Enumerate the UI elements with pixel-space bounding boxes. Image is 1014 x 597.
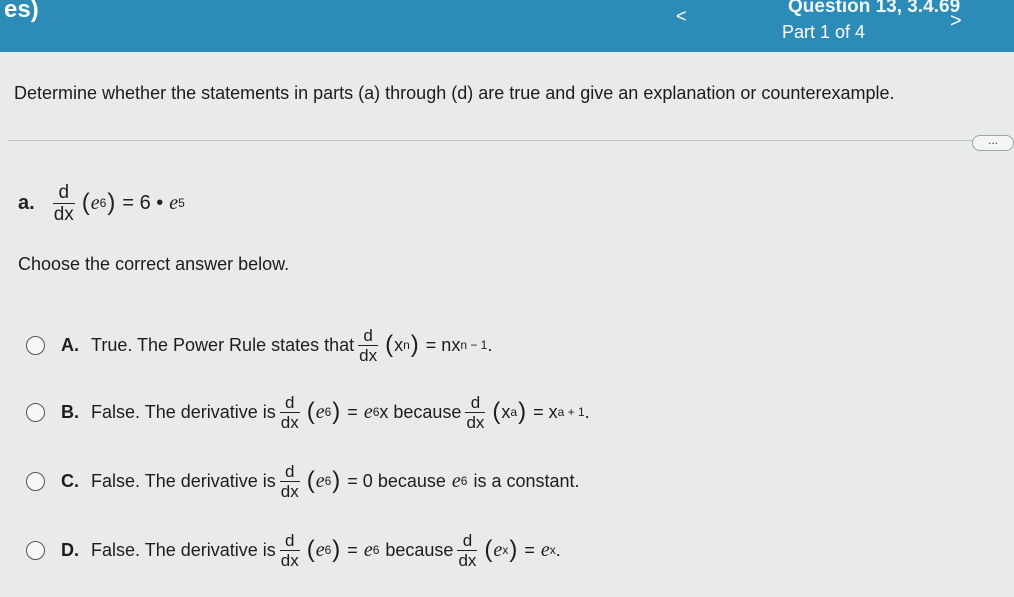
divider xyxy=(8,140,974,141)
option-b[interactable]: B. False. The derivative is $\frac{d}{dx}$ ( e 6 ) = e 6 x because $\frac{d}{dx}$ ( x a ) = x a + 1 . xyxy=(26,387,590,437)
radio-button-b[interactable] xyxy=(26,403,45,422)
question-title: Question 13, 3.4.69 xyxy=(788,0,961,17)
derivative-operator: $\frac{d}{dx}$ xyxy=(53,181,74,225)
derivative-operator: $\frac{d}{dx}$ xyxy=(458,530,477,570)
derivative-operator: $\frac{d}{dx}$ xyxy=(466,392,485,432)
radio-button-d[interactable] xyxy=(26,541,45,560)
option-d-letter: D. xyxy=(61,539,79,560)
option-c-text: False. The derivative is xyxy=(91,470,276,491)
more-button[interactable]: ... xyxy=(972,135,1014,151)
next-part-icon[interactable]: > xyxy=(950,10,962,32)
part-a-statement: a. $\frac{d}{dx}$ ( e 6 ) = 6 • e 5 xyxy=(18,181,185,225)
radio-button-c[interactable] xyxy=(26,472,45,491)
instruction-text: Determine whether the statements in parts (a) through (d) are true and give an explanation or counterexample. xyxy=(14,83,895,103)
option-a-letter: A. xyxy=(61,334,79,355)
option-b-letter: B. xyxy=(61,401,79,422)
derivative-operator: $\frac{d}{dx}$ xyxy=(280,392,299,432)
option-b-text: False. The derivative is xyxy=(91,401,276,422)
option-c[interactable]: C. False. The derivative is $\frac{d}{dx}$ ( e 6 ) = 0 because e 6 is a constant. xyxy=(26,456,580,506)
derivative-operator: $\frac{d}{dx}$ xyxy=(280,530,299,570)
option-a-text: True. The Power Rule states that xyxy=(91,334,355,355)
option-c-letter: C. xyxy=(61,470,79,491)
option-d-text: False. The derivative is xyxy=(91,539,276,560)
section-label: es) xyxy=(4,0,39,23)
derivative-operator: $\frac{d}{dx}$ xyxy=(280,461,299,501)
previous-question-icon[interactable]: < xyxy=(676,6,687,26)
part-a-letter: a. xyxy=(18,191,35,214)
option-d[interactable]: D. False. The derivative is $\frac{d}{dx}$ ( e 6 ) = e 6 because $\frac{d}{dx}$ ( e x ) = e x . xyxy=(26,525,561,575)
option-a[interactable]: A. True. The Power Rule states that $\frac{d}{dx}$ ( x n ) = nx n − 1 . xyxy=(26,320,492,370)
top-bar xyxy=(0,0,1014,52)
radio-button-a[interactable] xyxy=(26,336,45,355)
part-indicator: Part 1 of 4 xyxy=(782,22,866,42)
derivative-operator: $\frac{d}{dx}$ xyxy=(359,325,378,365)
choose-prompt: Choose the correct answer below. xyxy=(18,254,290,274)
